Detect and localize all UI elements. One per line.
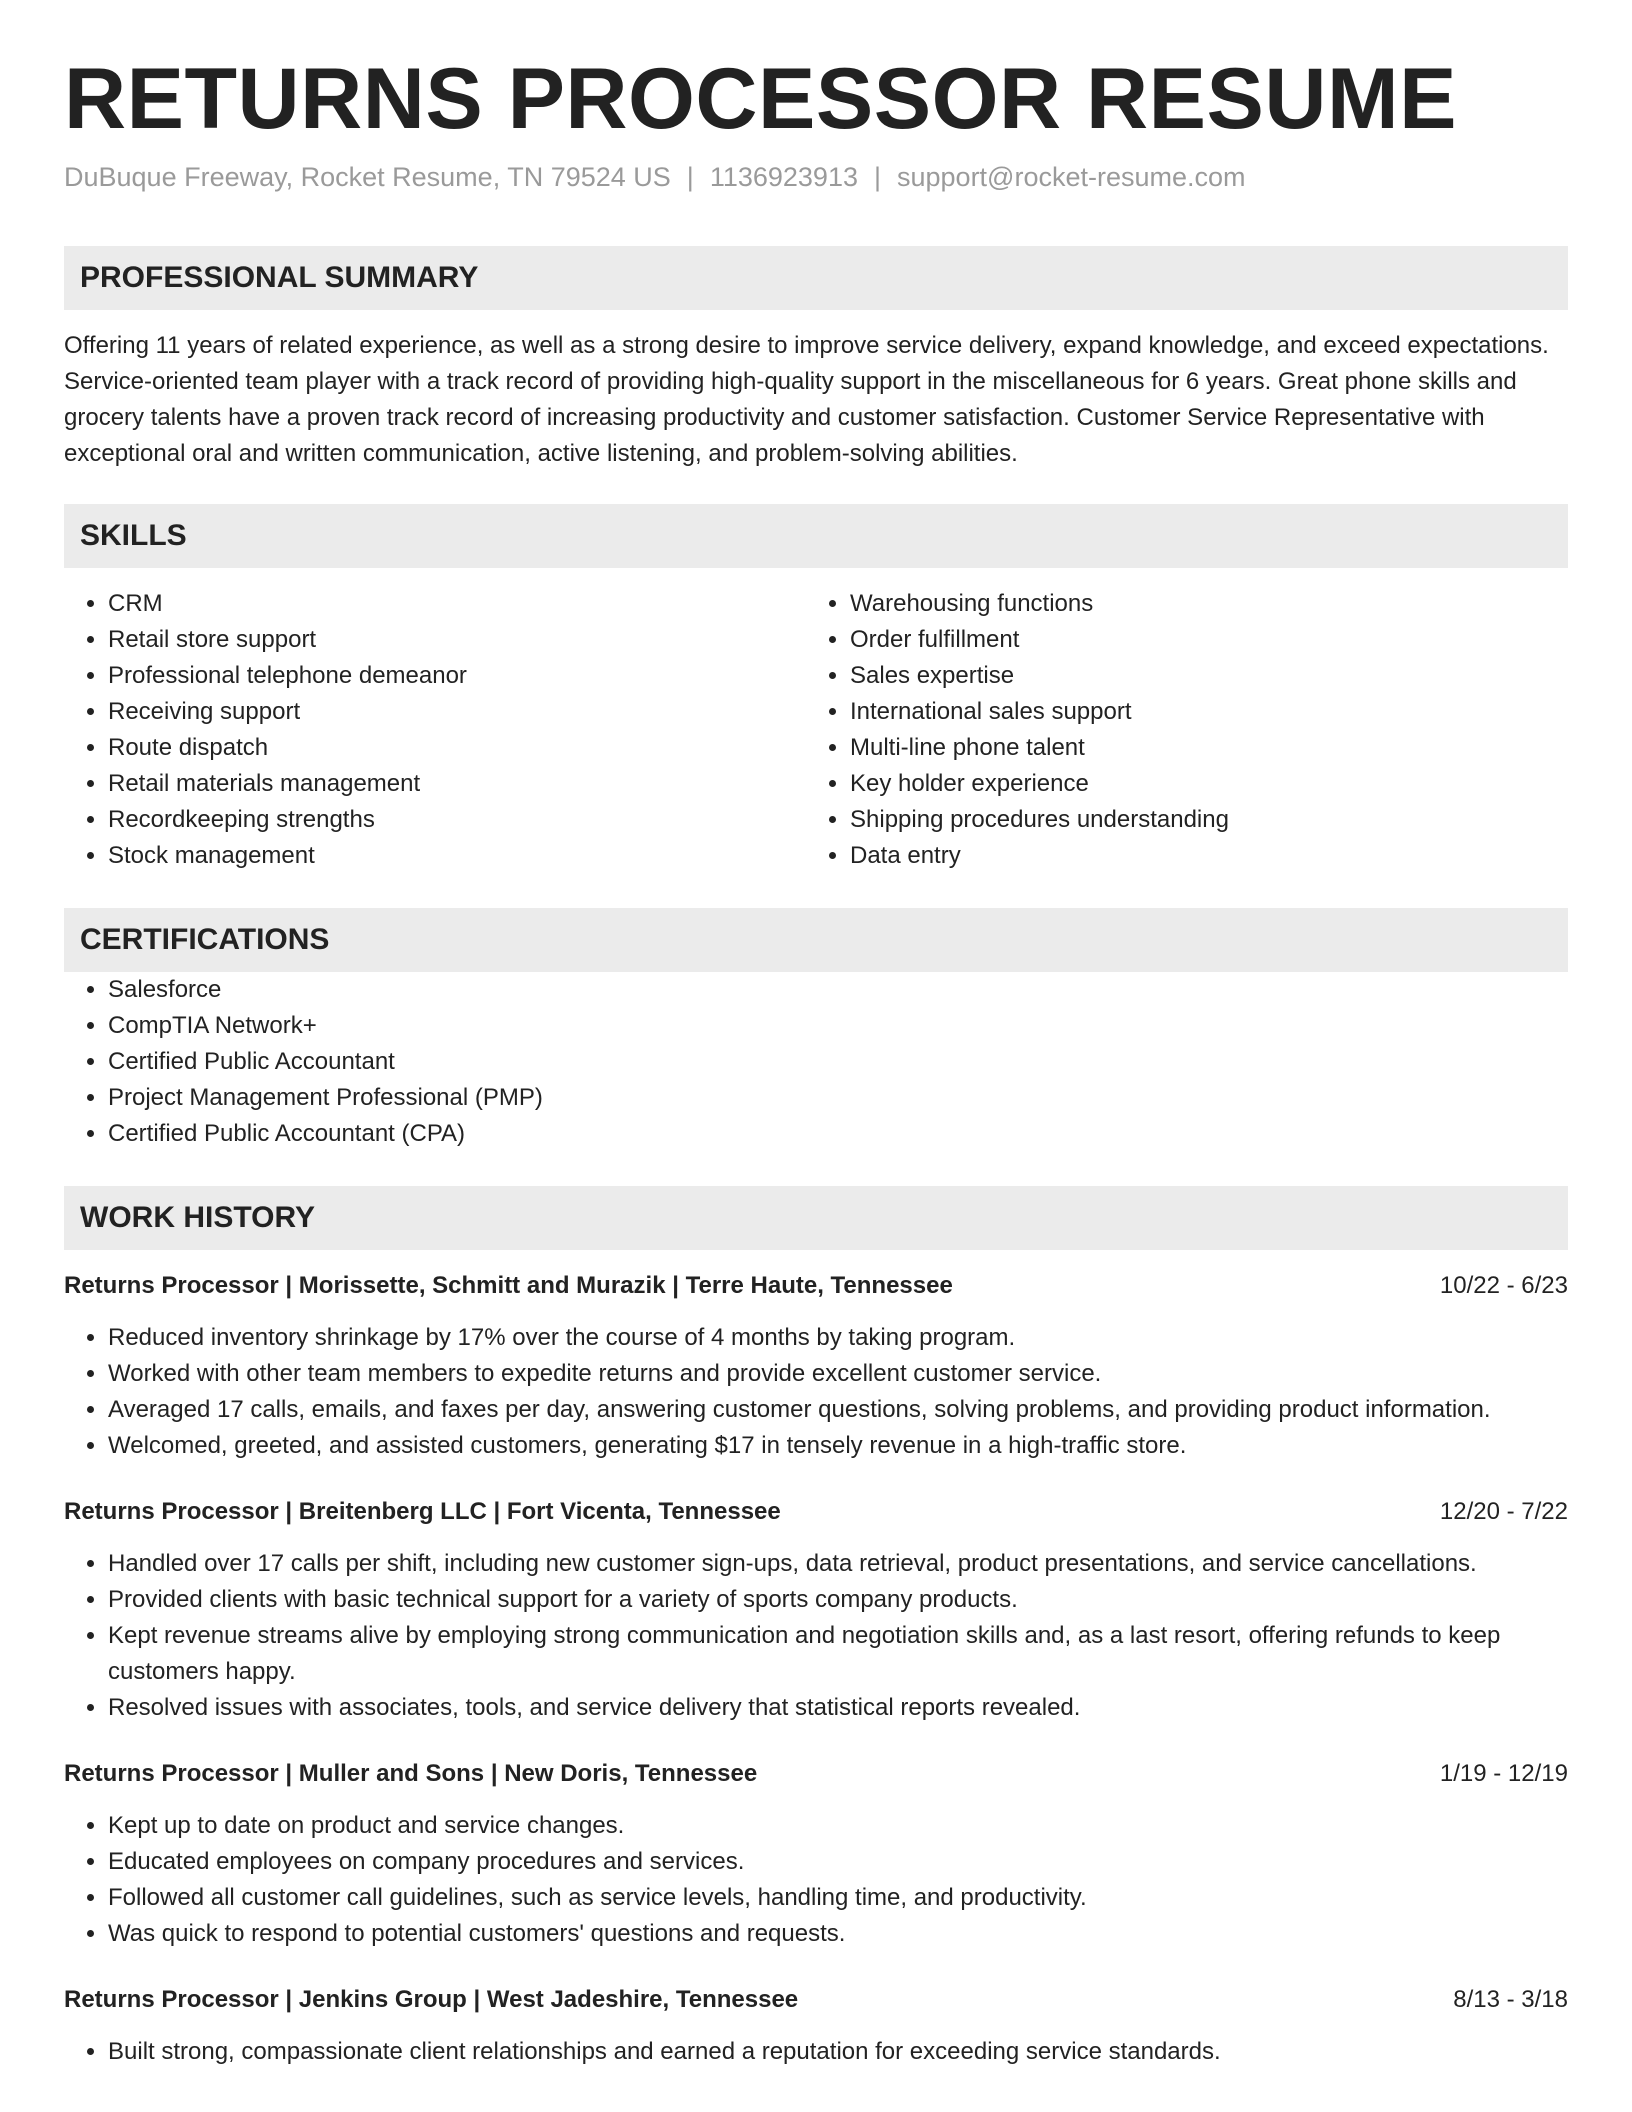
job-entry	[64, 1982, 1568, 2070]
skill-item: • Retail materials management	[108, 766, 806, 802]
job-bullet: • Worked with other team members to expedite returns and provide excellent customer service.	[108, 1356, 1568, 1392]
skill-item: • CRM	[108, 586, 806, 622]
contact-separator: |	[686, 161, 694, 192]
skills-column-right	[806, 586, 1548, 874]
job-bullets	[64, 1320, 1568, 1464]
summary-text: Offering 11 years of related experience, as well as a strong desire to improve service delivery, expand knowledge, and exceed expectations. Service-oriented team player with a track record of providing high-quality support in the miscellaneous for 6 years. Great phone skills and grocery talents have a proven track record of increasing productivity and customer satisfaction. Customer Service Representative with exceptional oral and written communication, active listening, and problem-solving abilities.	[64, 332, 1549, 468]
section-header-work-history: WORK HISTORY	[64, 1186, 1568, 1250]
skill-item: • Sales expertise	[850, 658, 1548, 694]
job-bullet: • Followed all customer call guidelines, such as service levels, handling time, and productivity.	[108, 1880, 1568, 1916]
skills-columns	[64, 586, 1568, 874]
job-title: Returns Processor | Muller and Sons | New Doris, Tennessee	[64, 1760, 758, 1788]
skill-item: • Multi-line phone talent	[850, 730, 1548, 766]
job-bullet: • Reduced inventory shrinkage by 17% over the course of 4 months by taking program.	[108, 1320, 1568, 1356]
skills-list-left	[64, 586, 806, 874]
job-title: Returns Processor | Morissette, Schmitt and Murazik | Terre Haute, Tennessee	[64, 1272, 953, 1300]
job-bullet: • Welcomed, greeted, and assisted customers, generating $17 in tensely revenue in a high-traffic store.	[108, 1428, 1568, 1464]
certification-item: • CompTIA Network+	[108, 1008, 1568, 1044]
contact-line	[64, 159, 1568, 197]
contact-separator: |	[873, 161, 881, 192]
skill-item: • Retail store support	[108, 622, 806, 658]
certifications-list	[64, 972, 1568, 1152]
job-entry	[64, 1494, 1568, 1726]
job-title: Returns Processor | Breitenberg LLC | Fort Vicenta, Tennessee	[64, 1498, 781, 1526]
skill-item: • Recordkeeping strengths	[108, 802, 806, 838]
skill-item: • Shipping procedures understanding	[850, 802, 1548, 838]
job-bullet: • Built strong, compassionate client relationships and earned a reputation for exceeding service standards.	[108, 2034, 1568, 2070]
skill-item: • Data entry	[850, 838, 1548, 874]
job-header	[64, 1268, 1568, 1304]
job-bullet: • Was quick to respond to potential customers' questions and requests.	[108, 1916, 1568, 1952]
section-header-skills: SKILLS	[64, 504, 1568, 568]
certification-item: • Certified Public Accountant (CPA)	[108, 1116, 1568, 1152]
job-dates: 10/22 - 6/23	[1439, 1272, 1568, 1300]
section-header-certifications: CERTIFICATIONS	[64, 908, 1568, 972]
section-header-summary: PROFESSIONAL SUMMARY	[64, 246, 1568, 310]
skill-item: • Stock management	[108, 838, 806, 874]
certification-item: • Salesforce	[108, 972, 1568, 1008]
job-bullet: • Handled over 17 calls per shift, including new customer sign-ups, data retrieval, product presentations, and service cancellations.	[108, 1546, 1568, 1582]
skill-item: • Professional telephone demeanor	[108, 658, 806, 694]
job-header	[64, 1756, 1568, 1792]
certification-item: • Certified Public Accountant	[108, 1044, 1568, 1080]
skill-item: • Warehousing functions	[850, 586, 1548, 622]
job-bullets	[64, 1808, 1568, 1952]
job-bullet: • Kept up to date on product and service changes.	[108, 1808, 1568, 1844]
job-entry	[64, 1268, 1568, 1464]
skill-item: • Order fulfillment	[850, 622, 1548, 658]
skills-column-left	[64, 586, 806, 874]
skill-item: • Receiving support	[108, 694, 806, 730]
job-bullet: • Kept revenue streams alive by employing strong communication and negotiation skills and, as a last resort, offering refunds to keep customers happy.	[108, 1618, 1568, 1690]
job-header	[64, 1494, 1568, 1530]
skill-item: • International sales support	[850, 694, 1548, 730]
contact-address: DuBuque Freeway, Rocket Resume, TN 79524 US	[64, 161, 671, 192]
contact-email: support@rocket-resume.com	[897, 161, 1246, 192]
job-bullet: • Provided clients with basic technical support for a variety of sports company products.	[108, 1582, 1568, 1618]
job-bullets	[64, 1546, 1568, 1726]
job-dates: 1/19 - 12/19	[1439, 1760, 1568, 1788]
job-bullet: • Educated employees on company procedures and services.	[108, 1844, 1568, 1880]
skill-item: • Key holder experience	[850, 766, 1548, 802]
job-bullets	[64, 2034, 1568, 2070]
job-bullet: • Resolved issues with associates, tools, and service delivery that statistical reports revealed.	[108, 1690, 1568, 1726]
job-dates: 8/13 - 3/18	[1453, 1986, 1568, 2014]
contact-phone: 1136923913	[709, 161, 858, 192]
job-dates: 12/20 - 7/22	[1439, 1498, 1568, 1526]
skill-item: • Route dispatch	[108, 730, 806, 766]
skills-list-right	[806, 586, 1548, 874]
job-bullet: • Averaged 17 calls, emails, and faxes per day, answering customer questions, solving problems, and providing product information.	[108, 1392, 1568, 1428]
job-entry	[64, 1756, 1568, 1952]
job-header	[64, 1982, 1568, 2018]
job-title: Returns Processor | Jenkins Group | West Jadeshire, Tennessee	[64, 1986, 799, 2014]
certification-item: • Project Management Professional (PMP)	[108, 1080, 1568, 1116]
resume-title: RETURNS PROCESSOR RESUME	[64, 51, 1457, 147]
